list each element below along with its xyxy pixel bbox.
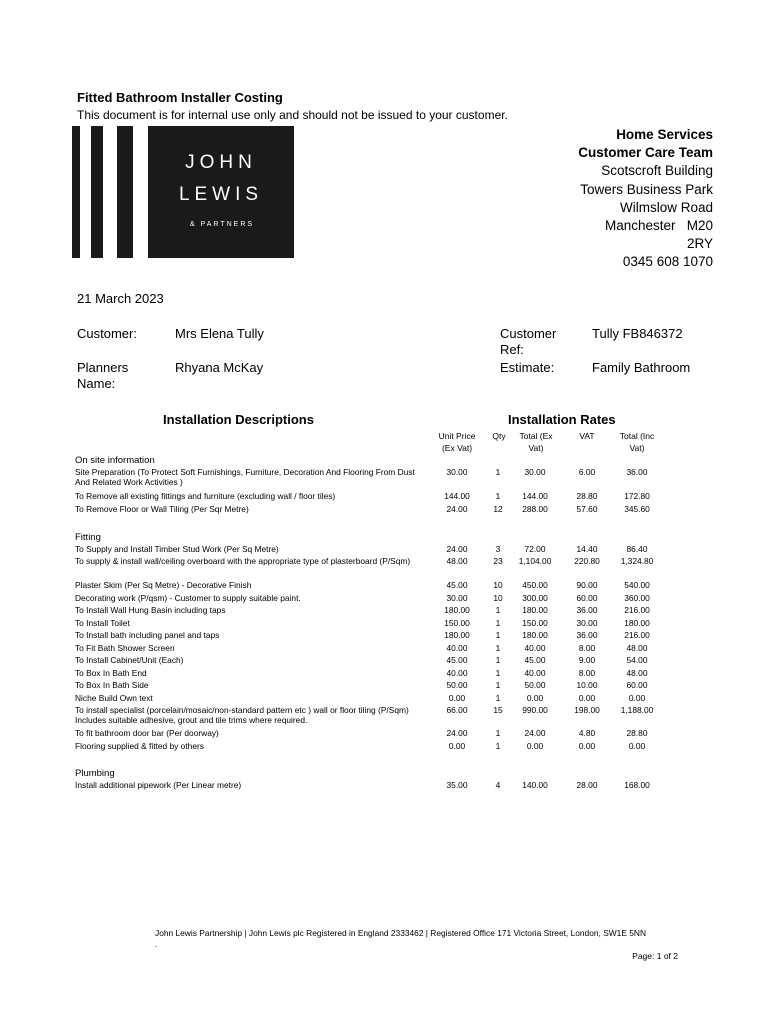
row-inc: 216.00 [624,630,650,640]
row-inc: 360.00 [624,592,650,603]
table-row [75,467,665,491]
logo-text-partners: & PARTNERS [189,221,255,228]
row-unit: 24.00 [446,544,468,554]
row-description: To Install bath including panel and taps [75,630,220,640]
table-spacer [75,753,665,769]
row-total: 180.00 [522,630,548,640]
row-inc: 48.00 [626,667,648,678]
row-unit: 50.00 [446,680,468,690]
category-heading [75,456,665,467]
row-vat: 30.00 [576,617,598,628]
row-unit: 40.00 [446,667,468,678]
table-row [75,741,665,754]
row-inc: 216.00 [624,605,650,615]
row-unit: 180.00 [444,605,470,615]
column-header-inc-vat: Total (Inc Vat) [619,431,655,453]
row-vat: 220.80 [574,556,600,566]
address-line: Scotscroft Building [601,163,713,179]
row-inc: 180.00 [624,617,650,628]
document-title: Fitted Bathroom Installer Costing [77,90,283,105]
estimate-value: Family Bathroom [592,360,691,375]
address-line: Manchester M20 [604,218,713,234]
table-spacer [75,517,665,533]
row-total: 990.00 [522,705,548,715]
customer-label: Customer: [77,326,137,341]
column-header-qty: Qty [492,431,506,441]
row-description: To install specialist (porcelain/mosaic/non-standard pattern etc ) wall or floor tiling (P/Sqm) Includes suitable adhesive, grout and tile trims where required. [75,705,409,725]
table-row [75,618,665,631]
row-inc: 172.80 [624,491,650,501]
row-inc: 36.00 [626,467,648,477]
row-qty: 10 [493,592,503,603]
footer-dot: . [155,940,158,949]
row-qty: 1 [495,692,501,703]
john-lewis-logo [72,126,294,258]
row-vat: 10.00 [576,680,598,690]
row-description: To fit bathroom door bar (Per doorway) [75,728,219,738]
row-vat: 57.60 [576,504,598,514]
row-unit: 24.00 [446,504,468,514]
row-vat: 36.00 [576,630,598,640]
table-row [75,780,665,793]
row-vat: 90.00 [576,580,598,590]
customer-ref-label: Customer Ref: [500,326,557,357]
row-inc: 86.40 [626,544,648,554]
logo-text-john: JOHN [185,152,257,173]
row-vat: 0.00 [578,692,596,703]
address-line: Home Services [616,127,713,142]
row-inc: 60.00 [626,680,648,690]
costing-table [75,456,665,793]
row-unit: 48.00 [446,556,468,566]
row-inc: 54.00 [626,655,648,665]
row-total: 45.00 [524,655,546,665]
row-qty: 1 [495,630,501,640]
row-unit: 40.00 [446,642,468,653]
row-vat: 14.40 [576,544,598,554]
footer-text: John Lewis Partnership | John Lewis plc Registered in England 2333462 | Registered Office 171 Victoria Street, London, SW1E 5NN [155,928,647,938]
row-total: 30.00 [524,467,546,477]
address-line: Customer Care Team [578,145,713,161]
row-description: Plaster Skim (Per Sq Metre) - Decorative Finish [75,580,252,590]
row-unit: 30.00 [446,467,468,477]
row-description: To supply & install wall/ceiling overboard with the appropriate type of plasterboard (P/Sqm) [75,556,411,566]
row-total: 40.00 [524,642,546,653]
table-row [75,680,665,693]
row-qty: 3 [495,544,501,554]
logo-text-lewis: LEWIS [178,184,264,205]
row-total: 150.00 [522,617,548,628]
column-header-unit-price: Unit Price (Ex Vat) [438,431,476,453]
table-row [75,630,665,643]
row-unit: 144.00 [444,491,470,501]
row-qty: 1 [495,605,501,615]
row-unit: 0.00 [448,740,466,751]
row-vat: 9.00 [578,655,596,665]
planner-label: Planners Name: [77,360,129,391]
row-unit: 45.00 [446,580,468,590]
row-unit: 150.00 [444,617,470,628]
row-qty: 1 [495,667,501,678]
row-unit: 35.00 [446,780,468,790]
company-address [578,126,713,272]
table-row [75,643,665,656]
row-description: Decorating work (P/qsm) - Customer to supply suitable paint. [75,592,301,603]
row-qty: 15 [493,705,503,715]
row-vat: 8.00 [578,642,596,653]
row-description: To Supply and Install Timber Stud Work (Per Sq Metre) [75,544,279,554]
row-total: 144.00 [522,491,548,501]
estimate-label: Estimate: [500,360,555,375]
row-qty: 1 [495,491,501,501]
row-unit: 180.00 [444,630,470,640]
row-total: 1,104.00 [518,556,552,566]
row-inc: 48.00 [626,642,648,653]
row-inc: 1,188.00 [620,705,654,715]
row-vat: 8.00 [578,667,596,678]
row-inc: 28.80 [626,728,648,738]
address-line: Wilmslow Road [619,199,713,215]
row-inc: 0.00 [628,692,646,703]
table-row [75,655,665,668]
row-inc: 168.00 [624,780,650,790]
row-total: 0.00 [526,740,544,751]
document-subtitle: This document is for internal use only and should not be issued to your customer. [77,108,508,122]
table-row [75,668,665,681]
address-line: 2RY [686,236,713,252]
row-description: To Fit Bath Shower Screen [75,642,175,653]
row-inc: 345.60 [624,504,650,514]
row-qty: 1 [495,655,501,665]
row-unit: 30.00 [446,592,468,603]
category-heading [75,769,665,780]
address-line: Towers Business Park [580,181,713,197]
row-qty: 1 [495,617,501,628]
row-qty: 1 [495,680,501,690]
row-vat: 28.80 [576,491,598,501]
document-date: 21 March 2023 [77,291,164,306]
row-qty: 23 [493,556,503,566]
category-label: On site information [75,455,155,466]
row-qty: 1 [495,467,501,477]
table-row [75,544,665,556]
planner-value: Rhyana McKay [175,360,264,375]
row-qty: 10 [493,580,503,590]
row-vat: 0.00 [578,740,596,751]
table-row [75,705,665,728]
row-unit: 66.00 [446,705,468,715]
row-total: 140.00 [522,780,548,790]
row-description: To Install Cabinet/Unit (Each) [75,655,184,665]
row-description: Niche Build Own text [75,692,153,703]
row-total: 0.00 [526,692,544,703]
row-qty: 1 [495,642,501,653]
customer-ref-value: Tully FB846372 [592,326,683,341]
row-total: 50.00 [524,680,546,690]
row-description: To Box In Bath Side [75,680,149,690]
section-header-rates: Installation Rates [508,412,616,427]
category-label: Plumbing [75,768,115,779]
row-vat: 60.00 [576,592,598,603]
customer-value: Mrs Elena Tully [175,326,264,341]
row-qty: 1 [495,740,501,751]
table-row [75,504,665,517]
column-header-total: Total (Ex Vat) [519,431,553,453]
address-phone: 0345 608 1070 [622,254,713,270]
row-total: 24.00 [524,728,546,738]
row-description: Site Preparation (To Protect Soft Furnishings, Furniture, Decoration And Flooring From Dust And Related Work Activities ) [75,467,415,487]
category-heading [75,533,665,544]
category-label: Fitting [75,532,101,543]
table-row [75,593,665,606]
row-description: To Box In Bath End [75,667,147,678]
row-vat: 4.80 [578,728,596,738]
row-vat: 36.00 [576,605,598,615]
row-inc: 1,324.80 [620,556,654,566]
row-total: 180.00 [522,605,548,615]
table-row [75,728,665,741]
row-vat: 198.00 [574,705,600,715]
table-row [75,556,665,580]
row-inc: 540.00 [624,580,650,590]
row-total: 40.00 [524,667,546,678]
table-row [75,605,665,618]
table-row [75,491,665,504]
row-description: To Install Toilet [75,617,130,628]
row-total: 288.00 [522,504,548,514]
row-unit: 45.00 [446,655,468,665]
row-description: To Install Wall Hung Basin including taps [75,605,226,615]
table-row [75,693,665,706]
row-unit: 0.00 [448,692,466,703]
row-description: Install additional pipework (Per Linear metre) [75,780,242,790]
column-header-vat: VAT [579,431,595,441]
row-qty: 4 [495,780,501,790]
row-qty: 12 [493,504,503,514]
table-row [75,580,665,593]
page-number: Page: 1 of 2 [632,951,678,961]
row-unit: 24.00 [446,728,468,738]
row-total: 300.00 [522,592,548,603]
row-vat: 6.00 [578,467,596,477]
row-description: To Remove Floor or Wall Tiling (Per Sqr Metre) [75,504,249,514]
row-qty: 1 [495,728,501,738]
row-vat: 28.00 [576,780,598,790]
row-inc: 0.00 [628,740,646,751]
row-total: 72.00 [524,544,546,554]
row-description: To Remove all existing fittings and furniture (excluding wall / floor tiles) [75,491,336,501]
section-header-descriptions: Installation Descriptions [163,412,314,427]
row-total: 450.00 [522,580,548,590]
row-description: Flooring supplied & fitted by others [75,740,204,751]
